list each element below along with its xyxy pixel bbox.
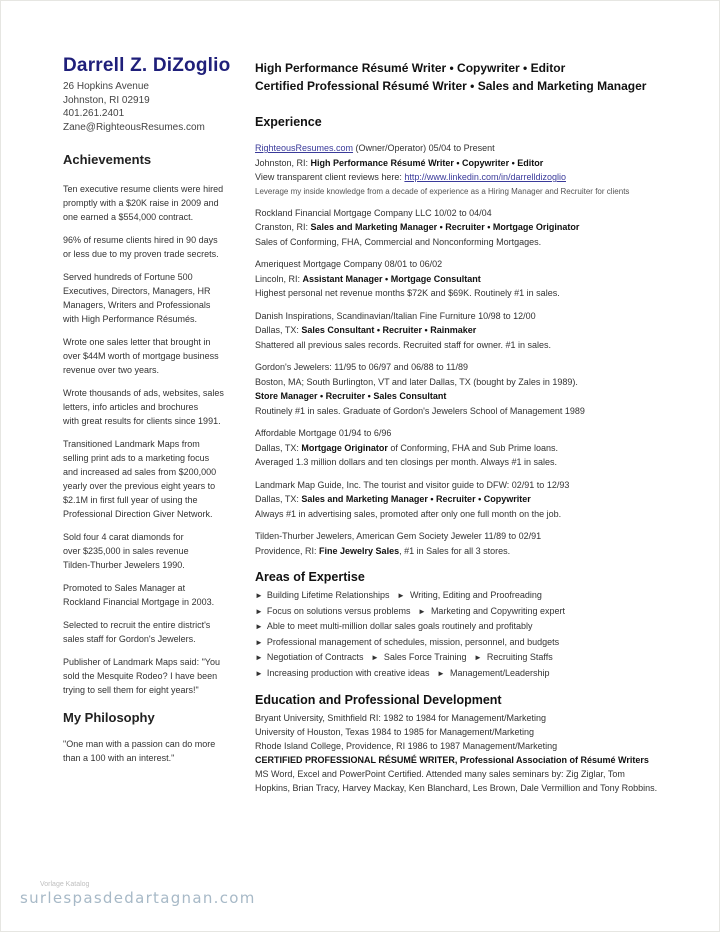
- candidate-name: Darrell Z. DiZoglio: [63, 55, 231, 76]
- triangle-bullet-icon: ►: [437, 668, 445, 678]
- job-title: Store Manager • Recruiter • Sales Consultant: [255, 391, 447, 401]
- address-line-1: 26 Hopkins Avenue: [63, 81, 149, 92]
- phone: 401.261.2401: [63, 108, 125, 119]
- achievement-item: Transitioned Landmark Maps from selling print ads to a marketing focus and increased ad sales from $200,000 yearly over the previous eight years to $2.1M in first full year of using the Professional Direction Giver Network.: [63, 439, 217, 519]
- education-list: [255, 711, 710, 795]
- achievement-item: Wrote one sales letter that brought in over $44M worth of mortgage business revenue over two years.: [63, 337, 219, 375]
- triangle-bullet-icon: ►: [255, 606, 263, 616]
- expertise-heading: Areas of Expertise: [255, 570, 365, 584]
- job-location: Dallas, TX:: [255, 325, 302, 335]
- job-company: Landmark Map Guide, Inc. The tourist and visitor guide to DFW: 02/91 to 12/93: [255, 479, 570, 490]
- experience-heading: Experience: [255, 115, 322, 129]
- seminars-line: MS Word, Excel and PowerPoint Certified. Attended many sales seminars by: Zig Ziglar, Tom: [255, 769, 625, 779]
- triangle-bullet-icon: ►: [255, 637, 263, 647]
- linkedin-link[interactable]: http://www.linkedin.com/in/darrelldizoglio: [404, 172, 566, 182]
- philosophy-heading: My Philosophy: [63, 710, 155, 725]
- certification: CERTIFIED PROFESSIONAL RÉSUMÉ WRITER, Professional Association of Résumé Writers: [255, 755, 649, 765]
- expertise-item: Management/Leadership: [449, 667, 550, 678]
- education-line: Rhode Island College, Providence, RI 1986 to 1987 Management/Marketing: [255, 741, 558, 751]
- job-company: Gordon's Jewelers: 11/95 to 06/97 and 06/88 to 11/89: [255, 362, 469, 372]
- job-entry: [255, 360, 710, 418]
- seminars-line: Hopkins, Brian Tracy, Harvey Mackay, Ken Blanchard, Les Brown, Dale Vermillion and Tony Robbins.: [255, 783, 658, 793]
- expertise-item: Able to meet multi-million dollar sales goals routinely and profitably: [266, 621, 533, 631]
- job-company: Rockland Financial Mortgage Company LLC 10/02 to 04/04: [255, 207, 492, 218]
- job-detail: View transparent client reviews here:: [255, 172, 405, 182]
- triangle-bullet-icon: ►: [255, 668, 263, 678]
- job-location: Cranston, RI:: [255, 222, 311, 232]
- triangle-bullet-icon: ►: [397, 591, 405, 600]
- left-column: [63, 55, 235, 765]
- job-detail: Averaged 1.3 million dollars and ten closings per month. Always #1 in sales.: [255, 457, 558, 467]
- job-entry: [255, 141, 710, 198]
- job-title: Fine Jewelry Sales: [319, 545, 400, 556]
- job-entry: [255, 206, 710, 250]
- expertise-row: [255, 604, 710, 620]
- watermark-caption: Vorlage Katalog: [40, 881, 90, 888]
- triangle-bullet-icon: ►: [255, 653, 263, 662]
- email: Zane@RighteousResumes.com: [63, 121, 205, 133]
- job-title: Sales and Marketing Manager • Recruiter • Copywriter: [301, 494, 531, 504]
- job-location: Dallas, TX:: [255, 442, 302, 453]
- expertise-list: [255, 588, 710, 681]
- job-entry: [255, 426, 710, 470]
- job-company: Affordable Mortgage 01/94 to 6/96: [255, 428, 392, 438]
- job-detail: Routinely #1 in sales. Graduate of Gordon's Jewelers School of Management 1989: [255, 405, 585, 416]
- job-dates: (Owner/Operator) 05/04 to Present: [353, 143, 495, 153]
- job-detail: Highest personal net revenue months $72K and $69K. Routinely #1 in sales.: [255, 288, 560, 298]
- expertise-item: Writing, Editing and Proofreading: [409, 590, 542, 600]
- achievements-list: [63, 182, 235, 697]
- expertise-row: [255, 635, 710, 651]
- job-company: Tilden-Thurber Jewelers, American Gem Society Jeweler 11/89 to 02/91: [255, 531, 542, 541]
- achievement-item: Selected to recruit the entire district's sales staff for Gordon's Jewelers.: [63, 620, 211, 644]
- education-heading: Education and Professional Development: [255, 693, 502, 707]
- job-location: Lincoln, RI:: [255, 273, 303, 284]
- company-link[interactable]: RighteousResumes.com: [255, 143, 354, 153]
- job-entry: [255, 309, 710, 353]
- expertise-item: Focus on solutions versus problems: [266, 605, 411, 616]
- achievement-item: Promoted to Sales Manager at Rockland Financial Mortgage in 2003.: [63, 583, 215, 607]
- expertise-row: [255, 666, 710, 682]
- job-location: Johnston, RI:: [255, 157, 311, 168]
- triangle-bullet-icon: ►: [255, 591, 263, 600]
- philosophy-quote: "One man with a passion can do more than a 100 with an interest.": [63, 739, 216, 763]
- job-detail: Leverage my inside knowledge from a decade of experience as a Hiring Manager and Recruiter for clients: [255, 186, 630, 196]
- expertise-row: [255, 619, 710, 635]
- job-title: High Performance Résumé Writer • Copywriter • Editor: [310, 157, 544, 168]
- watermark: [20, 881, 320, 907]
- triangle-bullet-icon: ►: [418, 606, 426, 616]
- job-title: Sales Consultant • Recruiter • Rainmaker: [301, 325, 477, 335]
- job-detail: Always #1 in advertising sales, promoted after only one full month on the job.: [255, 508, 562, 519]
- job-detail: Sales of Conforming, FHA, Commercial and Nonconforming Mortgages.: [255, 236, 542, 247]
- job-entry: [255, 529, 710, 558]
- job-title: Mortgage Originator: [301, 442, 388, 453]
- job-company: Ameriquest Mortgage Company 08/01 to 06/02: [255, 259, 443, 269]
- job-title: Assistant Manager • Mortgage Consultant: [302, 273, 481, 284]
- triangle-bullet-icon: ►: [473, 653, 482, 662]
- achievement-item: Served hundreds of Fortune 500 Executives, Directors, Managers, HR Managers, Writers and Professionals with High Performance Résumés.: [63, 272, 211, 324]
- achievements-heading: Achievements: [63, 152, 152, 167]
- achievement-item: Wrote thousands of ads, websites, sales letters, info articles and brochures with great results for clients since 1991.: [63, 388, 224, 426]
- expertise-item: Marketing and Copywriting expert: [430, 605, 566, 616]
- headline-line-2: Certified Professional Résumé Writer • Sales and Marketing Manager: [255, 79, 647, 93]
- job-title: Sales and Marketing Manager • Recruiter • Mortgage Originator: [310, 222, 580, 232]
- expertise-item: Negotiation of Contracts: [266, 652, 364, 662]
- expertise-item: Increasing production with creative ideas: [266, 667, 430, 678]
- triangle-bullet-icon: ►: [255, 622, 263, 631]
- expertise-row: [255, 650, 710, 666]
- job-detail: Shattered all previous sales records. Recruited staff for owner. #1 in sales.: [255, 339, 551, 350]
- education-line: Bryant University, Smithfield RI: 1982 to 1984 for Management/Marketing: [255, 713, 546, 723]
- job-location: Providence, RI:: [255, 545, 320, 556]
- job-entry: [255, 257, 710, 301]
- watermark-site: surlespasdedartagnan.com: [20, 889, 256, 907]
- triangle-bullet-icon: ►: [371, 653, 379, 662]
- job-location: Dallas, TX:: [255, 494, 302, 504]
- achievement-item: 96% of resume clients hired in 90 days or less due to my proven trade secrets.: [63, 235, 219, 259]
- right-column: [255, 59, 710, 795]
- achievement-item: Publisher of Landmark Maps said: "You sold the Mesquite Rodeo? I have been trying to sell them for eight years!": [63, 657, 220, 695]
- job-title-suffix: of Conforming, FHA and Sub Prime loans.: [387, 442, 558, 453]
- headline-line-1: High Performance Résumé Writer • Copywriter • Editor: [255, 61, 566, 75]
- expertise-row: [255, 588, 710, 604]
- address-line-2: Johnston, RI 02919: [63, 94, 150, 106]
- expertise-item: Sales Force Training: [383, 652, 467, 662]
- education-line: University of Houston, Texas 1984 to 1985 for Management/Marketing: [255, 727, 534, 737]
- expertise-item: Recruiting Staffs: [486, 652, 553, 662]
- job-title-suffix: , #1 in Sales for all 3 stores.: [399, 545, 511, 556]
- expertise-item: Professional management of schedules, mission, personnel, and budgets: [266, 636, 560, 647]
- job-entry: [255, 478, 710, 522]
- job-company: Danish Inspirations, Scandinavian/Italian Fine Furniture 10/98 to 12/00: [255, 310, 536, 321]
- expertise-item: Building Lifetime Relationships: [266, 590, 390, 600]
- contact-block: [63, 80, 235, 134]
- achievement-item: Sold four 4 carat diamonds for over $235,000 in sales revenue Tilden-Thurber Jewelers 1990.: [63, 532, 189, 570]
- achievement-item: Ten executive resume clients were hired promptly with a $20K raise in 2009 and one earned a $554,000 contract.: [63, 184, 224, 222]
- job-location: Boston, MA; South Burlington, VT and later Dallas, TX (bought by Zales in 1989).: [255, 376, 578, 387]
